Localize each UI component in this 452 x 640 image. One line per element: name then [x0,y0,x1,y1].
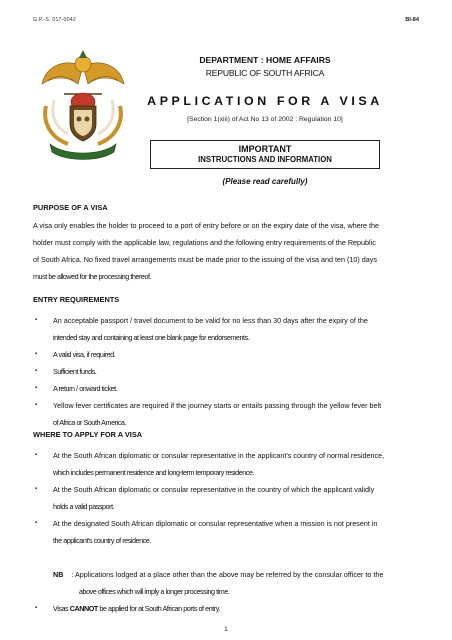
purpose-line: holder must comply with the applicable law, regulations and the following entry requirements of the Republic [33,238,376,247]
purpose-line: must be allowed for the processing thereof. [33,272,152,281]
where-to-apply-heading: WHERE TO APPLY FOR A VISA [33,430,143,439]
list-item-text: Yellow fever certificates are required if the journey starts or entails passing through the yellow fever belt [53,401,382,410]
purpose-line: of South Africa. No fixed travel arrangements must be made prior to the issuing of the visa and ten (10) days [33,255,377,264]
emphasis-text: CANNOT [69,604,98,613]
list-item-text: Visas [53,604,70,613]
bullet-icon: ▪ [35,452,38,458]
list-item-text: At the South African diplomatic or consular representative in the applicant’s country of normal residence, [53,451,385,460]
bullet-icon: ▪ [35,368,38,374]
form-reference-code: G.P.-S. 017-0042 [33,17,76,23]
list-item [33,397,421,431]
list-item [33,363,421,380]
list-item [33,447,421,481]
purpose-paragraph [33,217,421,285]
ports-of-entry-list [33,600,421,617]
form-number: BI-84 [405,17,419,23]
page-number: 1 [224,626,228,633]
important-heading: IMPORTANT [238,144,292,154]
nb-text: : Applications lodged at a place other than the above may be referred by the consular officer to the [71,570,384,579]
where-to-apply-list [33,447,421,549]
list-item-text: A valid visa, if required. [53,350,116,359]
list-item [33,515,421,549]
bullet-icon: ▪ [35,486,38,492]
department-name: DEPARTMENT : HOME AFFAIRS [199,55,331,65]
list-item-text: holds a valid passport. [53,502,115,511]
list-item [33,481,421,515]
entry-requirements-heading: ENTRY REQUIREMENTS [33,295,120,304]
list-item-text: the applicant’s country of residence. [53,536,151,545]
bullet-icon: ▪ [35,351,38,357]
bullet-icon: ▪ [35,385,38,391]
nb-note [33,566,421,600]
list-item [33,600,421,617]
entry-requirements-list [33,312,421,431]
list-item-text: Sufficient funds. [53,367,97,376]
nb-label: NB [53,570,64,579]
purpose-heading: PURPOSE OF A VISA [33,203,108,212]
purpose-line: A visa only enables the holder to proceed to a port of entry before or on the expiry date of the visa, where the [33,221,380,230]
list-item [33,380,421,397]
list-item-text: An acceptable passport / travel document to be valid for no less than 30 days after the expiry of the [53,316,368,325]
bullet-icon: ▪ [35,317,38,323]
bullet-icon: ▪ [35,520,38,526]
list-item-text: intended stay and containing at least one blank page for endorsements. [53,333,250,342]
republic-name: REPUBLIC OF SOUTH AFRICA [205,68,325,78]
bullet-icon: ▪ [35,605,37,611]
nb-line [33,566,421,583]
list-item-text: At the South African diplomatic or consular representative in the country of which the applicant validly [53,485,375,494]
coat-of-arms-icon [24,44,142,162]
list-item [33,312,421,346]
nb-line: above offices which will imply a longer processing time. [79,587,230,596]
list-item-text: A return / onward ticket. [53,384,118,393]
list-item [33,346,421,363]
list-item-text: be applied for at South African ports of entry. [97,604,220,613]
legal-reference: [Section 1(xiii) of Act No 13 of 2002 : Regulation 10] [187,116,343,123]
page-title: APPLICATION FOR A VISA [147,94,383,108]
important-notice-box [150,140,380,169]
list-item-text: which includes permanent residence and long-term temporary residence. [53,468,255,477]
list-item-text: At the designated South African diplomatic or consular representative when a mission is not present in [53,519,378,528]
bullet-icon: ▪ [35,402,38,408]
instructions-heading: INSTRUCTIONS AND INFORMATION [198,155,332,164]
list-item-text: of Africa or South America. [53,418,126,427]
read-carefully-note: (Please read carefully) [222,177,308,186]
